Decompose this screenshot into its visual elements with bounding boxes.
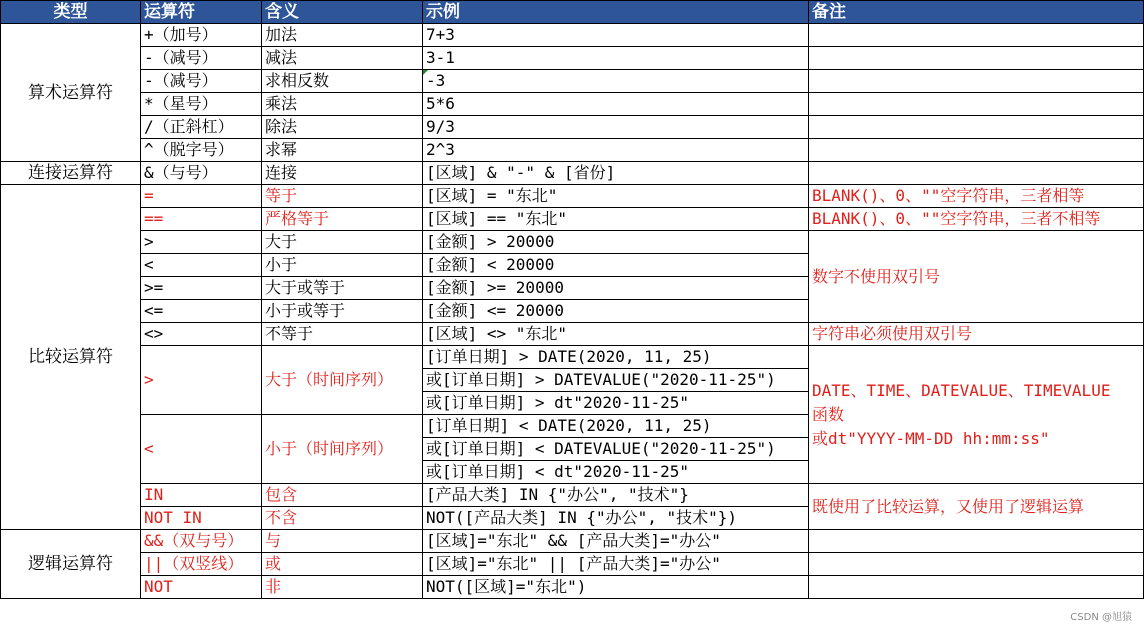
note-cell <box>809 576 1144 599</box>
table-row <box>1 93 1144 116</box>
meaning-cell: 非 <box>262 576 423 599</box>
meaning-cell: 不等于 <box>262 323 423 346</box>
table-row <box>1 323 1144 346</box>
meaning-cell: 不含 <box>262 507 423 530</box>
note-cell <box>809 24 1144 47</box>
meaning-cell: 或 <box>262 553 423 576</box>
note-dates-line2: 函数 <box>812 404 845 424</box>
note-cell <box>809 93 1144 116</box>
note-cell <box>809 47 1144 70</box>
operator-cell: &（与号） <box>141 162 262 185</box>
meaning-cell: 小于或等于 <box>262 300 423 323</box>
meaning-cell: 减法 <box>262 47 423 70</box>
note-dates-line1: DATE、TIME、DATEVALUE、TIMEVALUE <box>812 380 1111 400</box>
example-cell: [区域] == "东北" <box>423 208 809 231</box>
operator-cell: < <box>141 254 262 277</box>
example-cell: [订单日期] > DATE(2020, 11, 25) <box>423 346 809 369</box>
example-cell: NOT([区域]="东北") <box>423 576 809 599</box>
example-cell: [金额] >= 20000 <box>423 277 809 300</box>
example-cell: 或[订单日期] < DATEVALUE("2020-11-25") <box>423 438 809 461</box>
example-cell: [区域]="东北" || [产品大类]="办公" <box>423 553 809 576</box>
note-cell <box>809 70 1144 93</box>
header-row <box>1 1 1144 24</box>
meaning-cell: 除法 <box>262 116 423 139</box>
example-cell: [区域] & "-" & [省份] <box>423 162 809 185</box>
operator-cell: *（星号） <box>141 93 262 116</box>
operator-cell: +（加号） <box>141 24 262 47</box>
meaning-cell: 等于 <box>262 185 423 208</box>
table-row <box>1 116 1144 139</box>
note-cell-equal: BLANK()、0、""空字符串，三者相等 <box>809 185 1144 208</box>
type-cell-compare: 比较运算符 <box>1 185 141 530</box>
example-cell: 或[订单日期] < dt"2020-11-25" <box>423 461 809 484</box>
note-cell-in: 既使用了比较运算，又使用了逻辑运算 <box>809 484 1144 530</box>
note-cell <box>809 116 1144 139</box>
table-row <box>1 231 1144 254</box>
type-cell-arith: 算术运算符 <box>1 24 141 162</box>
operator-cell: -（减号） <box>141 70 262 93</box>
meaning-cell: 连接 <box>262 162 423 185</box>
meaning-cell: 求幂 <box>262 139 423 162</box>
meaning-cell: 加法 <box>262 24 423 47</box>
note-cell-numbers: 数字不使用双引号 <box>809 231 1144 323</box>
header-example: 示例 <box>423 1 809 24</box>
table-row <box>1 346 1144 369</box>
table-row <box>1 24 1144 47</box>
meaning-cell: 与 <box>262 530 423 553</box>
example-cell: [区域]="东北" && [产品大类]="办公" <box>423 530 809 553</box>
table-row <box>1 208 1144 231</box>
example-cell: 或[订单日期] > dt"2020-11-25" <box>423 392 809 415</box>
operator-cell: ||（双竖线） <box>141 553 262 576</box>
cell-comment-marker <box>423 70 428 75</box>
example-cell: 9/3 <box>423 116 809 139</box>
meaning-cell: 大于或等于 <box>262 277 423 300</box>
meaning-cell: 大于 <box>262 231 423 254</box>
table-row <box>1 47 1144 70</box>
operator-cell: -（减号） <box>141 47 262 70</box>
watermark: CSDN @旭猿 <box>1070 612 1132 623</box>
example-cell <box>423 70 809 93</box>
meaning-cell: 乘法 <box>262 93 423 116</box>
example-cell: 2^3 <box>423 139 809 162</box>
header-note: 备注 <box>809 1 1144 24</box>
example-text: -3 <box>426 71 446 90</box>
example-cell: [金额] <= 20000 <box>423 300 809 323</box>
header-meaning: 含义 <box>262 1 423 24</box>
note-cell <box>809 139 1144 162</box>
example-cell: [区域] = "东北" <box>423 185 809 208</box>
table-row <box>1 576 1144 599</box>
table-row <box>1 553 1144 576</box>
note-cell-strings: 字符串必须使用双引号 <box>809 323 1144 346</box>
type-cell-concat: 连接运算符 <box>1 162 141 185</box>
example-cell: [区域] <> "东北" <box>423 323 809 346</box>
table-row <box>1 484 1144 507</box>
example-cell: [产品大类] IN {"办公", "技术"} <box>423 484 809 507</box>
operator-cell: NOT <box>141 576 262 599</box>
type-cell-logic: 逻辑运算符 <box>1 530 141 599</box>
note-cell <box>809 553 1144 576</box>
example-cell: 或[订单日期] > DATEVALUE("2020-11-25") <box>423 369 809 392</box>
operator-cell: >= <box>141 277 262 300</box>
meaning-cell: 小于 <box>262 254 423 277</box>
operator-cell: <= <box>141 300 262 323</box>
operator-cell: IN <box>141 484 262 507</box>
operator-cell: NOT IN <box>141 507 262 530</box>
table-row <box>1 162 1144 185</box>
header-type: 类型 <box>1 1 141 24</box>
note-cell-dates <box>809 346 1144 484</box>
operator-cell: == <box>141 208 262 231</box>
note-cell <box>809 530 1144 553</box>
meaning-cell: 大于（时间序列） <box>262 346 423 415</box>
meaning-cell: 严格等于 <box>262 208 423 231</box>
operator-cell: = <box>141 185 262 208</box>
operator-cell: &&（双与号） <box>141 530 262 553</box>
operator-cell: /（正斜杠） <box>141 116 262 139</box>
operator-cell: <> <box>141 323 262 346</box>
table-row <box>1 530 1144 553</box>
example-cell: [订单日期] < DATE(2020, 11, 25) <box>423 415 809 438</box>
table-row <box>1 185 1144 208</box>
meaning-cell: 包含 <box>262 484 423 507</box>
operator-cell: > <box>141 231 262 254</box>
operator-cell: > <box>141 346 262 415</box>
example-cell: 5*6 <box>423 93 809 116</box>
note-dates-line3: 或dt"YYYY-MM-DD hh:mm:ss" <box>812 428 1050 448</box>
example-cell: [金额] < 20000 <box>423 254 809 277</box>
meaning-cell: 小于（时间序列） <box>262 415 423 484</box>
note-cell <box>809 162 1144 185</box>
example-cell: 3-1 <box>423 47 809 70</box>
example-cell: [金额] > 20000 <box>423 231 809 254</box>
meaning-cell: 求相反数 <box>262 70 423 93</box>
header-operator: 运算符 <box>141 1 262 24</box>
table-row <box>1 139 1144 162</box>
table-row <box>1 70 1144 93</box>
operator-cell: ^（脱字号） <box>141 139 262 162</box>
example-cell: NOT([产品大类] IN {"办公", "技术"}) <box>423 507 809 530</box>
operator-cell: < <box>141 415 262 484</box>
example-cell: 7+3 <box>423 24 809 47</box>
note-cell-strict-equal: BLANK()、0、""空字符串，三者不相等 <box>809 208 1144 231</box>
